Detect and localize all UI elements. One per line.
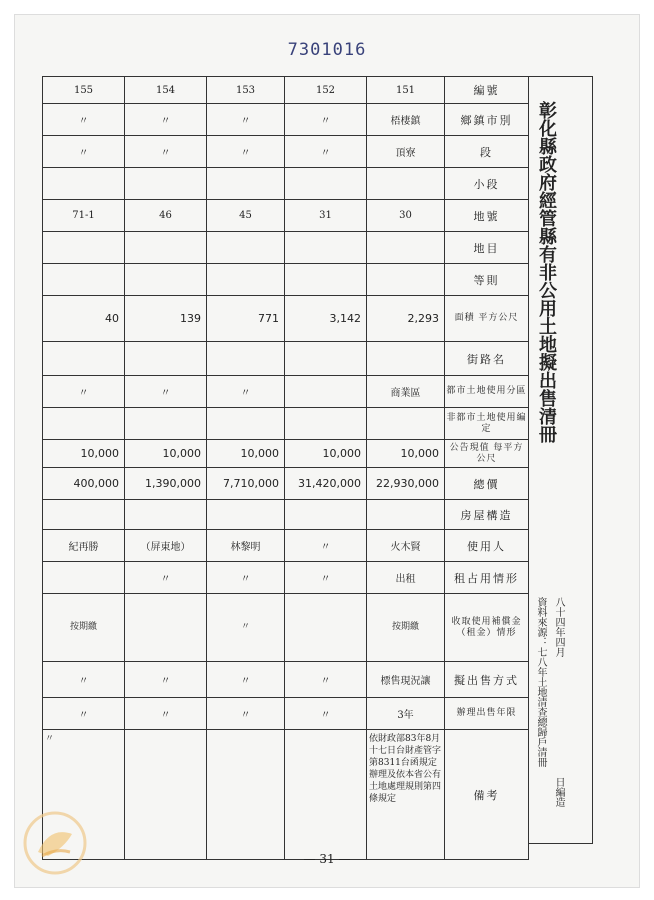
table-cell: 〃 [285, 562, 367, 594]
row-label: 公告現值 每平方公尺 [445, 440, 529, 468]
row-label: 房屋構造 [445, 500, 529, 530]
table-row [43, 500, 529, 530]
table-row [43, 200, 529, 232]
table-cell: 152 [285, 77, 367, 104]
table-cell: 〃 [125, 662, 207, 698]
table-cell: 〃 [285, 530, 367, 562]
table-cell: 火木賢 [367, 530, 445, 562]
table-cell [43, 562, 125, 594]
table-cell: 〃 [125, 136, 207, 168]
table-cell: 400,000 [43, 468, 125, 500]
table-cell [125, 730, 207, 860]
table-cell: 〃 [285, 698, 367, 730]
table-cell: （屏東地） [125, 530, 207, 562]
data-source: 資料來源：七八年土地清查總歸戶清冊 [535, 597, 546, 767]
table-cell [43, 500, 125, 530]
table-cell [207, 342, 285, 376]
table-row [43, 77, 529, 104]
table-cell: 153 [207, 77, 285, 104]
table-cell: 標售現況讓 [367, 662, 445, 698]
table-cell: 〃 [207, 594, 285, 662]
row-label: 都市土地使用分區 [445, 376, 529, 408]
table-row [43, 562, 529, 594]
table-cell [207, 232, 285, 264]
table-cell [207, 730, 285, 860]
table-cell [125, 594, 207, 662]
table-cell: 〃 [43, 104, 125, 136]
table-cell: 〃 [207, 376, 285, 408]
table-cell [125, 168, 207, 200]
table-row [43, 408, 529, 440]
table-cell: 151 [367, 77, 445, 104]
row-label: 備考 [445, 730, 529, 860]
compile-note: 日編造 [553, 777, 564, 807]
table-cell: 〃 [207, 104, 285, 136]
row-label: 地目 [445, 232, 529, 264]
table-cell [285, 342, 367, 376]
table-cell: 155 [43, 77, 125, 104]
row-label: 總價 [445, 468, 529, 500]
table-cell [285, 500, 367, 530]
table-row [43, 440, 529, 468]
table-row [43, 136, 529, 168]
table-cell [285, 408, 367, 440]
table-cell: 46 [125, 200, 207, 232]
table-cell: 31,420,000 [285, 468, 367, 500]
table-cell [367, 500, 445, 530]
table-cell [125, 342, 207, 376]
table-cell: 〃 [207, 662, 285, 698]
table-cell [125, 408, 207, 440]
table-cell: 按期繳 [367, 594, 445, 662]
serial-number: 7301016 [287, 40, 367, 60]
table-row [43, 730, 529, 860]
row-label: 街路名 [445, 342, 529, 376]
table-cell: 〃 [285, 104, 367, 136]
table-cell [285, 264, 367, 296]
row-label: 擬出售方式 [445, 662, 529, 698]
table-row [43, 232, 529, 264]
table-cell: 〃 [285, 662, 367, 698]
table-row [43, 662, 529, 698]
watermark-logo-icon [20, 808, 90, 878]
row-label: 使用人 [445, 530, 529, 562]
row-label: 收取使用補償金（租金）情形 [445, 594, 529, 662]
table-cell: 出租 [367, 562, 445, 594]
table-row [43, 594, 529, 662]
table-cell: 紀再勝 [43, 530, 125, 562]
table-cell: 771 [207, 296, 285, 342]
table-cell: 10,000 [43, 440, 125, 468]
table-cell: 〃 [125, 562, 207, 594]
table-row [43, 296, 529, 342]
table-cell [285, 594, 367, 662]
table-cell: 〃 [207, 562, 285, 594]
table-cell: 梧棲鎮 [367, 104, 445, 136]
table-cell [207, 408, 285, 440]
table-row [43, 342, 529, 376]
table-row [43, 530, 529, 562]
table-cell [367, 264, 445, 296]
table-cell: 〃 [125, 376, 207, 408]
table-cell: 〃 [285, 136, 367, 168]
row-label: 鄉鎮市別 [445, 104, 529, 136]
row-label: 非都市土地使用編定 [445, 408, 529, 440]
title-panel [528, 76, 593, 844]
row-label: 辦理出售年限 [445, 698, 529, 730]
table-cell [207, 500, 285, 530]
table-row [43, 168, 529, 200]
table-cell: 30 [367, 200, 445, 232]
table-cell: 40 [43, 296, 125, 342]
table-cell: 10,000 [125, 440, 207, 468]
table-cell [285, 232, 367, 264]
table-cell [367, 342, 445, 376]
table-cell: 45 [207, 200, 285, 232]
table-cell [43, 342, 125, 376]
table-cell: 71-1 [43, 200, 125, 232]
table-cell: 139 [125, 296, 207, 342]
table-cell [285, 376, 367, 408]
table-cell: 〃 [207, 136, 285, 168]
table-cell: 154 [125, 77, 207, 104]
table-row [43, 468, 529, 500]
table-cell: 林黎明 [207, 530, 285, 562]
row-label: 小段 [445, 168, 529, 200]
table-cell: 頂寮 [367, 136, 445, 168]
table-cell [43, 408, 125, 440]
table-cell [125, 232, 207, 264]
table-cell: 2,293 [367, 296, 445, 342]
table-cell [43, 168, 125, 200]
table-cell: 〃 [125, 104, 207, 136]
table-cell: 〃 [43, 698, 125, 730]
table-row [43, 698, 529, 730]
table-cell: 〃 [43, 376, 125, 408]
table-cell [43, 264, 125, 296]
table-cell: 22,930,000 [367, 468, 445, 500]
table-row [43, 264, 529, 296]
table-cell: 〃 [207, 698, 285, 730]
table-cell: 3年 [367, 698, 445, 730]
table-cell [367, 168, 445, 200]
row-label: 面積 平方公尺 [445, 296, 529, 342]
table-cell: 10,000 [207, 440, 285, 468]
table-cell [43, 232, 125, 264]
table-cell [125, 264, 207, 296]
compile-date: 八十四年四月 [553, 597, 564, 657]
row-label: 租占用情形 [445, 562, 529, 594]
row-label: 地號 [445, 200, 529, 232]
table-cell: 〃 [43, 662, 125, 698]
table-cell: 〃 [43, 136, 125, 168]
table-row [43, 376, 529, 408]
land-sale-table [42, 76, 529, 860]
table-cell: 按期繳 [43, 594, 125, 662]
row-label: 等則 [445, 264, 529, 296]
table-cell: 〃 [125, 698, 207, 730]
table-cell: 商業區 [367, 376, 445, 408]
table-cell [285, 730, 367, 860]
row-label: 編號 [445, 77, 529, 104]
row-label: 段 [445, 136, 529, 168]
page-number: — 31 — [303, 852, 351, 866]
table-cell: 〃 [43, 730, 125, 860]
table-cell: 1,390,000 [125, 468, 207, 500]
table-cell: 10,000 [367, 440, 445, 468]
table-cell [207, 264, 285, 296]
table-cell [207, 168, 285, 200]
table-cell: 依財政部83年8月十七日台財產管字第8311台函規定辦理及依本省公有土地處理規則第四條規定 [367, 730, 445, 860]
table-cell: 3,142 [285, 296, 367, 342]
table-cell [367, 232, 445, 264]
table-cell [367, 408, 445, 440]
table-cell: 7,710,000 [207, 468, 285, 500]
table-cell [285, 168, 367, 200]
table-cell [125, 500, 207, 530]
table-cell: 31 [285, 200, 367, 232]
table-row [43, 104, 529, 136]
document-title: 彰化縣政府經管縣有非公用土地擬出售清冊 [536, 101, 557, 443]
table-cell: 10,000 [285, 440, 367, 468]
